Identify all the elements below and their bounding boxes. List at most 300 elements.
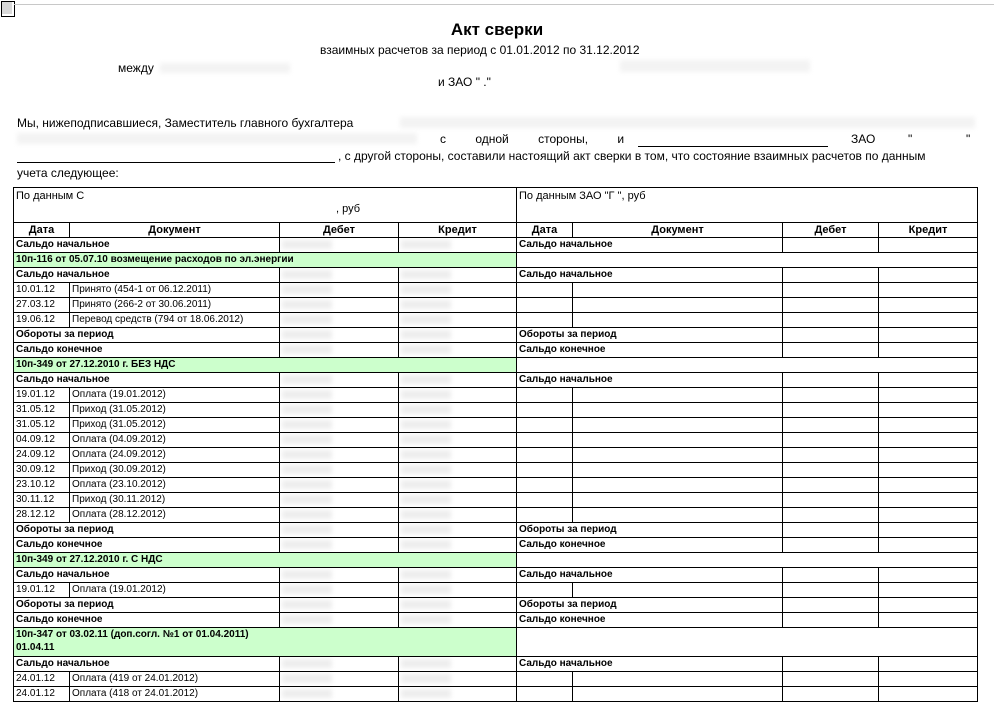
debit-right: [783, 448, 879, 463]
row-label-right: Сальдо конечное: [517, 613, 783, 628]
redacted-value: [282, 674, 332, 683]
redacted-value: [401, 315, 451, 324]
debit-left: [280, 388, 399, 403]
section-header: 10п-349 от 27.12.2010 г. С НДС: [14, 553, 517, 568]
table-row: [14, 433, 978, 448]
redacted-value: [401, 420, 451, 429]
debit-left: [280, 508, 399, 523]
row-label-left: Сальдо конечное: [14, 538, 280, 553]
entry-date: 31.05.12: [14, 403, 70, 418]
credit-left: [399, 598, 517, 613]
redacted-value: [282, 300, 332, 309]
redacted-value: [401, 615, 451, 624]
entry-document: Приход (31.05.2012): [70, 403, 280, 418]
table-row: [14, 253, 978, 268]
quote-mark: ": [966, 132, 971, 146]
table-row: [14, 298, 978, 313]
credit-right: [879, 508, 978, 523]
redacted-text: [400, 117, 975, 128]
left-party-header-line1: По данным С: [16, 190, 85, 202]
credit-left: [399, 373, 517, 388]
redacted-value: [282, 315, 332, 324]
party-header-row: [14, 188, 978, 223]
date-right: [517, 298, 573, 313]
row-label-right: Сальдо начальное: [517, 657, 783, 672]
debit-left: [280, 283, 399, 298]
entry-document: Приход (30.09.2012): [70, 463, 280, 478]
redacted-value: [401, 375, 451, 384]
document-right: [573, 388, 783, 403]
debit-left: [280, 403, 399, 418]
redacted-value: [282, 450, 332, 459]
debit-right: [783, 373, 879, 388]
entry-date: 30.09.12: [14, 463, 70, 478]
redacted-value: [282, 480, 332, 489]
credit-right: [879, 433, 978, 448]
top-divider: [14, 4, 994, 5]
table-row: [14, 268, 978, 283]
document-right: [573, 672, 783, 687]
signature-line: [638, 146, 828, 147]
credit-left: [399, 313, 517, 328]
date-right: [517, 478, 573, 493]
credit-right: [879, 672, 978, 687]
right-party-header: По данным ЗАО "Г ", руб: [517, 188, 978, 223]
redacted-value: [282, 540, 332, 549]
redacted-value: [401, 674, 451, 683]
row-label-left: Обороты за период: [14, 598, 280, 613]
date-right: [517, 508, 573, 523]
table-row: [14, 568, 978, 583]
credit-right: [879, 478, 978, 493]
entry-document: Приход (30.11.2012): [70, 493, 280, 508]
debit-left: [280, 478, 399, 493]
debit-right: [783, 523, 879, 538]
para-line-2: с одной стороны, и: [440, 132, 625, 146]
redacted-value: [401, 480, 451, 489]
debit-right: [783, 268, 879, 283]
entry-document: Оплата (24.09.2012): [70, 448, 280, 463]
document-title: Акт сверки: [450, 20, 544, 39]
credit-left: [399, 463, 517, 478]
credit-left: [399, 238, 517, 253]
credit-left: [399, 687, 517, 702]
credit-right: [879, 448, 978, 463]
credit-right: [879, 598, 978, 613]
redacted-value: [282, 285, 332, 294]
entry-date: 30.11.12: [14, 493, 70, 508]
redacted-value: [401, 300, 451, 309]
table-row: [14, 508, 978, 523]
redacted-value: [401, 390, 451, 399]
col-debit-right: Дебет: [783, 223, 879, 238]
credit-right: [879, 283, 978, 298]
redacted-value: [282, 405, 332, 414]
debit-left: [280, 613, 399, 628]
row-label-left: Сальдо начальное: [14, 373, 280, 388]
debit-right: [783, 672, 879, 687]
col-document-right: Документ: [573, 223, 783, 238]
redacted-value: [282, 585, 332, 594]
debit-right: [783, 328, 879, 343]
entry-document: Оплата (418 от 24.01.2012): [70, 687, 280, 702]
credit-left: [399, 613, 517, 628]
credit-right: [879, 298, 978, 313]
document-right: [573, 298, 783, 313]
date-right: [517, 687, 573, 702]
debit-left: [280, 373, 399, 388]
redacted-value: [282, 390, 332, 399]
debit-left: [280, 463, 399, 478]
document-right: [573, 478, 783, 493]
credit-right: [879, 268, 978, 283]
col-credit-left: Кредит: [399, 223, 517, 238]
date-right: [517, 583, 573, 598]
redacted-value: [401, 240, 451, 249]
credit-right: [879, 687, 978, 702]
date-right: [517, 433, 573, 448]
entry-date: 10.01.12: [14, 283, 70, 298]
zao-label: ЗАО: [851, 132, 876, 146]
credit-right: [879, 328, 978, 343]
row-label-right: Сальдо конечное: [517, 538, 783, 553]
credit-left: [399, 298, 517, 313]
credit-right: [879, 583, 978, 598]
redacted-value: [282, 330, 332, 339]
debit-left: [280, 583, 399, 598]
date-right: [517, 313, 573, 328]
table-row: [14, 628, 978, 657]
document-right: [573, 403, 783, 418]
row-label-right: Сальдо начальное: [517, 373, 783, 388]
table-row: [14, 493, 978, 508]
redacted-value: [401, 600, 451, 609]
redacted-value: [401, 285, 451, 294]
debit-right: [783, 433, 879, 448]
credit-left: [399, 478, 517, 493]
credit-left: [399, 283, 517, 298]
table-row: [14, 418, 978, 433]
quote-mark: ": [908, 132, 913, 146]
credit-left: [399, 388, 517, 403]
row-label-left: Обороты за период: [14, 328, 280, 343]
redacted-value: [282, 689, 332, 698]
redacted-value: [282, 375, 332, 384]
row-label-right: Обороты за период: [517, 328, 783, 343]
entry-date: 04.09.12: [14, 433, 70, 448]
credit-left: [399, 433, 517, 448]
debit-right: [783, 283, 879, 298]
debit-left: [280, 523, 399, 538]
para-line-4: учета следующее:: [17, 166, 119, 180]
entry-document: Перевод средств (794 от 18.06.2012): [70, 313, 280, 328]
entry-date: 24.01.12: [14, 672, 70, 687]
section-header-right: [517, 628, 978, 657]
redacted-value: [282, 420, 332, 429]
col-date-right: Дата: [517, 223, 573, 238]
redacted-party-name: [620, 60, 810, 72]
table-row: [14, 343, 978, 358]
redacted-value: [282, 570, 332, 579]
redacted-value: [282, 345, 332, 354]
debit-right: [783, 657, 879, 672]
row-label-left: Обороты за период: [14, 523, 280, 538]
entry-document: Оплата (419 от 24.01.2012): [70, 672, 280, 687]
row-label-left: Сальдо начальное: [14, 268, 280, 283]
debit-right: [783, 298, 879, 313]
section-header: [14, 628, 517, 657]
date-right: [517, 493, 573, 508]
entry-date: 28.12.12: [14, 508, 70, 523]
entry-date: 23.10.12: [14, 478, 70, 493]
date-right: [517, 463, 573, 478]
redacted-value: [282, 510, 332, 519]
redacted-value: [401, 585, 451, 594]
entry-date: 27.03.12: [14, 298, 70, 313]
debit-left: [280, 448, 399, 463]
redacted-value: [282, 435, 332, 444]
redacted-value: [282, 270, 332, 279]
entry-document: Оплата (28.12.2012): [70, 508, 280, 523]
entry-date: 24.09.12: [14, 448, 70, 463]
debit-right: [783, 687, 879, 702]
document-right: [573, 687, 783, 702]
between-label: между: [118, 61, 154, 75]
credit-right: [879, 388, 978, 403]
document-right: [573, 508, 783, 523]
section-header: 10п-116 от 05.07.10 возмещение расходов по эл.энергии: [14, 253, 517, 268]
table-row: [14, 328, 978, 343]
credit-right: [879, 343, 978, 358]
document-right: [573, 418, 783, 433]
section-header-right: [517, 553, 978, 568]
redacted-value: [401, 540, 451, 549]
debit-right: [783, 538, 879, 553]
redacted-value: [401, 270, 451, 279]
table-row: [14, 583, 978, 598]
entry-document: Приход (31.05.2012): [70, 418, 280, 433]
redacted-value: [282, 240, 332, 249]
credit-right: [879, 657, 978, 672]
date-right: [517, 283, 573, 298]
left-party-header: [14, 188, 517, 223]
debit-left: [280, 298, 399, 313]
table-row: [14, 388, 978, 403]
credit-left: [399, 568, 517, 583]
credit-right: [879, 538, 978, 553]
credit-right: [879, 463, 978, 478]
credit-left: [399, 343, 517, 358]
debit-left: [280, 418, 399, 433]
document-right: [573, 493, 783, 508]
debit-right: [783, 568, 879, 583]
table-row: [14, 313, 978, 328]
col-debit-left: Дебет: [280, 223, 399, 238]
redacted-value: [401, 689, 451, 698]
left-party-header-line2: , руб: [336, 203, 361, 215]
table-row: [14, 672, 978, 687]
credit-left: [399, 328, 517, 343]
table-row: [14, 373, 978, 388]
debit-left: [280, 493, 399, 508]
entry-date: 31.05.12: [14, 418, 70, 433]
debit-right: [783, 583, 879, 598]
col-date-left: Дата: [14, 223, 70, 238]
entry-date: 19.01.12: [14, 388, 70, 403]
date-right: [517, 418, 573, 433]
credit-right: [879, 418, 978, 433]
redacted-value: [282, 600, 332, 609]
credit-left: [399, 538, 517, 553]
credit-left: [399, 583, 517, 598]
redacted-value: [282, 525, 332, 534]
credit-right: [879, 523, 978, 538]
and-party-label: и ЗАО " .": [438, 75, 491, 89]
redacted-value: [401, 510, 451, 519]
credit-left: [399, 448, 517, 463]
entry-document: Оплата (19.01.2012): [70, 388, 280, 403]
redacted-text: [17, 133, 417, 144]
section-header-right: [517, 358, 978, 373]
table-row: [14, 283, 978, 298]
row-label-right: Сальдо начальное: [517, 268, 783, 283]
row-label-right: Сальдо начальное: [517, 568, 783, 583]
date-right: [517, 448, 573, 463]
debit-right: [783, 418, 879, 433]
redacted-value: [401, 330, 451, 339]
entry-document: Принято (454-1 от 06.12.2011): [70, 283, 280, 298]
table-row: [14, 463, 978, 478]
entry-date: 19.06.12: [14, 313, 70, 328]
row-label-right: Сальдо конечное: [517, 343, 783, 358]
credit-right: [879, 373, 978, 388]
credit-right: [879, 313, 978, 328]
redacted-value: [282, 495, 332, 504]
entry-date: 19.01.12: [14, 583, 70, 598]
debit-right: [783, 598, 879, 613]
entry-document: Оплата (23.10.2012): [70, 478, 280, 493]
credit-left: [399, 418, 517, 433]
table-row: [14, 657, 978, 672]
entry-document: Принято (266-2 от 30.06.2011): [70, 298, 280, 313]
credit-left: [399, 657, 517, 672]
credit-left: [399, 268, 517, 283]
table-row: [14, 538, 978, 553]
reconciliation-table: [13, 187, 978, 702]
row-label-right: Обороты за период: [517, 598, 783, 613]
credit-right: [879, 403, 978, 418]
credit-right: [879, 493, 978, 508]
table-row: [14, 478, 978, 493]
date-right: [517, 403, 573, 418]
table-row: [14, 553, 978, 568]
debit-left: [280, 268, 399, 283]
credit-left: [399, 523, 517, 538]
redacted-value: [401, 465, 451, 474]
row-label-left: Сальдо начальное: [14, 238, 280, 253]
redacted-value: [401, 495, 451, 504]
redacted-value: [401, 435, 451, 444]
debit-left: [280, 238, 399, 253]
redacted-value: [401, 570, 451, 579]
document-right: [573, 313, 783, 328]
entry-document: Оплата (04.09.2012): [70, 433, 280, 448]
redacted-value: [401, 525, 451, 534]
row-label-left: Сальдо конечное: [14, 343, 280, 358]
date-right: [517, 672, 573, 687]
para-line-1: Мы, нижеподписавшиеся, Заместитель главного бухгалтера: [17, 116, 354, 130]
table-row: [14, 238, 978, 253]
document-right: [573, 583, 783, 598]
debit-left: [280, 328, 399, 343]
document-right: [573, 463, 783, 478]
credit-left: [399, 508, 517, 523]
credit-left: [399, 493, 517, 508]
debit-left: [280, 433, 399, 448]
debit-left: [280, 538, 399, 553]
document-right: [573, 283, 783, 298]
redacted-value: [282, 615, 332, 624]
section-header: 10п-349 от 27.12.2010 г. БЕЗ НДС: [14, 358, 517, 373]
date-right: [517, 388, 573, 403]
debit-left: [280, 672, 399, 687]
column-header-row: [14, 223, 978, 238]
redacted-value: [401, 405, 451, 414]
entry-date: 24.01.12: [14, 687, 70, 702]
credit-right: [879, 613, 978, 628]
window-corner-icon: [1, 1, 15, 17]
debit-left: [280, 687, 399, 702]
credit-right: [879, 238, 978, 253]
credit-left: [399, 403, 517, 418]
table-row: [14, 358, 978, 373]
table-row: [14, 448, 978, 463]
col-credit-right: Кредит: [879, 223, 978, 238]
debit-right: [783, 508, 879, 523]
debit-right: [783, 313, 879, 328]
table-row: [14, 598, 978, 613]
section-header-right: [517, 253, 978, 268]
col-document-left: Документ: [70, 223, 280, 238]
debit-right: [783, 493, 879, 508]
debit-left: [280, 313, 399, 328]
redacted-value: [282, 465, 332, 474]
row-label-right: Обороты за период: [517, 523, 783, 538]
section-header-line1: 10п-347 от 03.02.11 (доп.согл. №1 от 01.04.2011): [16, 629, 249, 640]
debit-right: [783, 343, 879, 358]
table-row: [14, 687, 978, 702]
debit-right: [783, 238, 879, 253]
table-row: [14, 403, 978, 418]
document-subtitle: взаимных расчетов за период с 01.01.2012 по 31.12.2012: [320, 43, 640, 57]
credit-right: [879, 568, 978, 583]
debit-right: [783, 613, 879, 628]
debit-right: [783, 463, 879, 478]
debit-left: [280, 598, 399, 613]
debit-left: [280, 657, 399, 672]
document-right: [573, 448, 783, 463]
debit-right: [783, 478, 879, 493]
section-header-line2: 01.04.11: [16, 642, 55, 653]
row-label-left: Сальдо конечное: [14, 613, 280, 628]
credit-left: [399, 672, 517, 687]
debit-left: [280, 343, 399, 358]
document-right: [573, 433, 783, 448]
entry-document: Оплата (19.01.2012): [70, 583, 280, 598]
table-row: [14, 523, 978, 538]
debit-right: [783, 403, 879, 418]
para-line-3: , с другой стороны, составили настоящий акт сверки в том, что состояние взаимных расчетов по данным: [338, 149, 926, 163]
